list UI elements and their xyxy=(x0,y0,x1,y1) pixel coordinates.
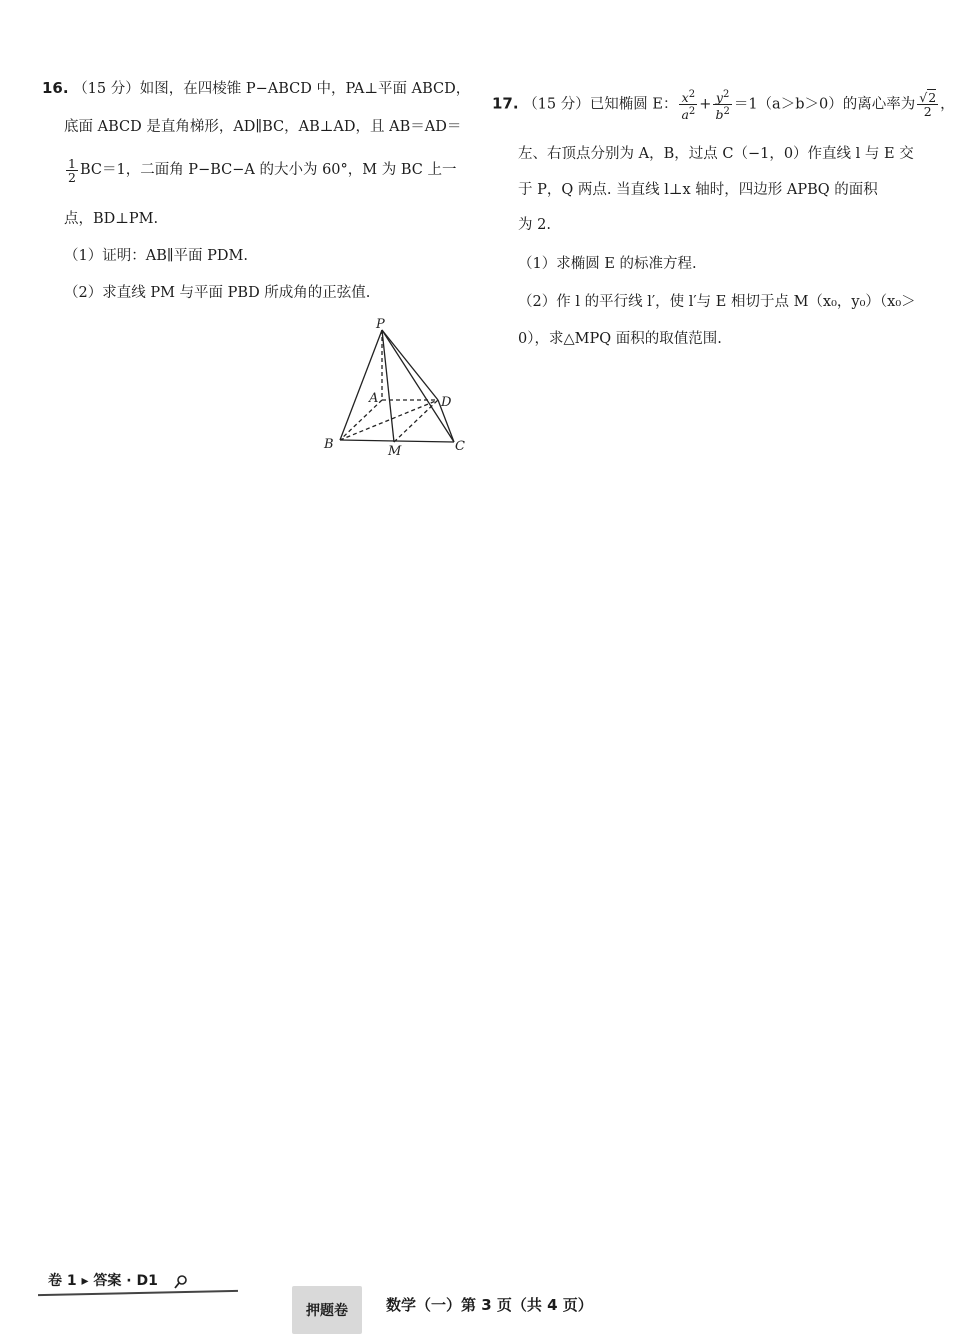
q16-text-1: （15 分）如图，在四棱锥 P−ABCD 中，PA⊥平面 ABCD， xyxy=(73,81,471,97)
edge-MD xyxy=(394,400,438,442)
frac-x2-a2: $\frac{x^2}{a^2}$ xyxy=(681,89,696,123)
search-icon xyxy=(173,1274,187,1288)
label-P: P xyxy=(376,317,385,332)
exam-stamp: 押题卷 xyxy=(292,1286,362,1334)
frac-sqrt2-over-2: $\frac{√2}{2}$ xyxy=(919,90,937,120)
q17-number: 17. xyxy=(492,94,519,113)
label-A: A xyxy=(369,391,379,406)
edge-AB xyxy=(340,400,382,440)
handwritten-underline xyxy=(38,1290,238,1296)
page-number: 数学（一）第 3 页（共 4 页） xyxy=(386,1296,593,1314)
q16-text-3: BC＝1，二面角 P−BC−A 的大小为 60°，M 为 BC 上一 xyxy=(79,162,457,178)
q16-part-2: （2）求直线 PM 与平面 PBD 所成角的正弦值. xyxy=(64,285,371,301)
q16-fraction-half: $\frac{1}{2}$ xyxy=(68,155,76,185)
q16-line-3 xyxy=(64,156,456,184)
edge-PB xyxy=(340,330,382,440)
edge-PD xyxy=(382,330,438,400)
label-D: D xyxy=(441,395,452,410)
q16-line-1 xyxy=(42,78,470,99)
q16-text-2: 底面 ABCD 是直角梯形，AD∥BC，AB⊥AD，且 AB＝AD＝ xyxy=(64,119,462,135)
q16-number: 16. xyxy=(42,79,69,97)
edge-BD xyxy=(340,400,438,440)
q17-text-4: 为 2. xyxy=(518,217,551,233)
q17-part-2: （2）作 l 的平行线 l′，使 l′与 E 相切于点 M（x₀，y₀）（x₀＞ xyxy=(518,294,916,310)
q16-text-4: 点，BD⊥PM. xyxy=(64,211,159,227)
q17-part-1: （1）求椭圆 E 的标准方程. xyxy=(518,256,697,272)
pyramid-figure xyxy=(318,316,478,458)
edge-BC xyxy=(340,440,454,442)
label-C: C xyxy=(455,439,465,454)
label-M: M xyxy=(388,444,402,459)
q17-text-1a: （15 分）已知椭圆 E： xyxy=(523,96,678,113)
answer-reference xyxy=(48,1270,187,1290)
q17-text-2: 左、右顶点分别为 A，B，过点 C（−1，0）作直线 l 与 E 交 xyxy=(518,146,914,162)
frac-y2-b2: $\frac{y^2}{b^2}$ xyxy=(715,89,730,123)
label-B: B xyxy=(324,437,334,452)
q17-line-1: 17. （15 分）已知椭圆 E： $\frac{x^2}{a^2}$ + $\frac{y^2}{b^2}$ ＝1（a＞b＞0）的离心率为 $\frac{√2}{2}$ ， xyxy=(492,89,955,123)
q16-part-1: （1）证明：AB∥平面 PDM. xyxy=(64,248,248,264)
q17-text-3: 于 P，Q 两点. 当直线 l⊥x 轴时，四边形 APBQ 的面积 xyxy=(518,182,878,198)
answer-reference-text: 卷 1 ▸ 答案 · D1 xyxy=(48,1273,158,1289)
q17-part-2-cont: 0），求△MPQ 面积的取值范围. xyxy=(518,331,722,347)
q17-text-1b: ＝1（a＞b＞0）的离心率为 xyxy=(733,96,916,113)
